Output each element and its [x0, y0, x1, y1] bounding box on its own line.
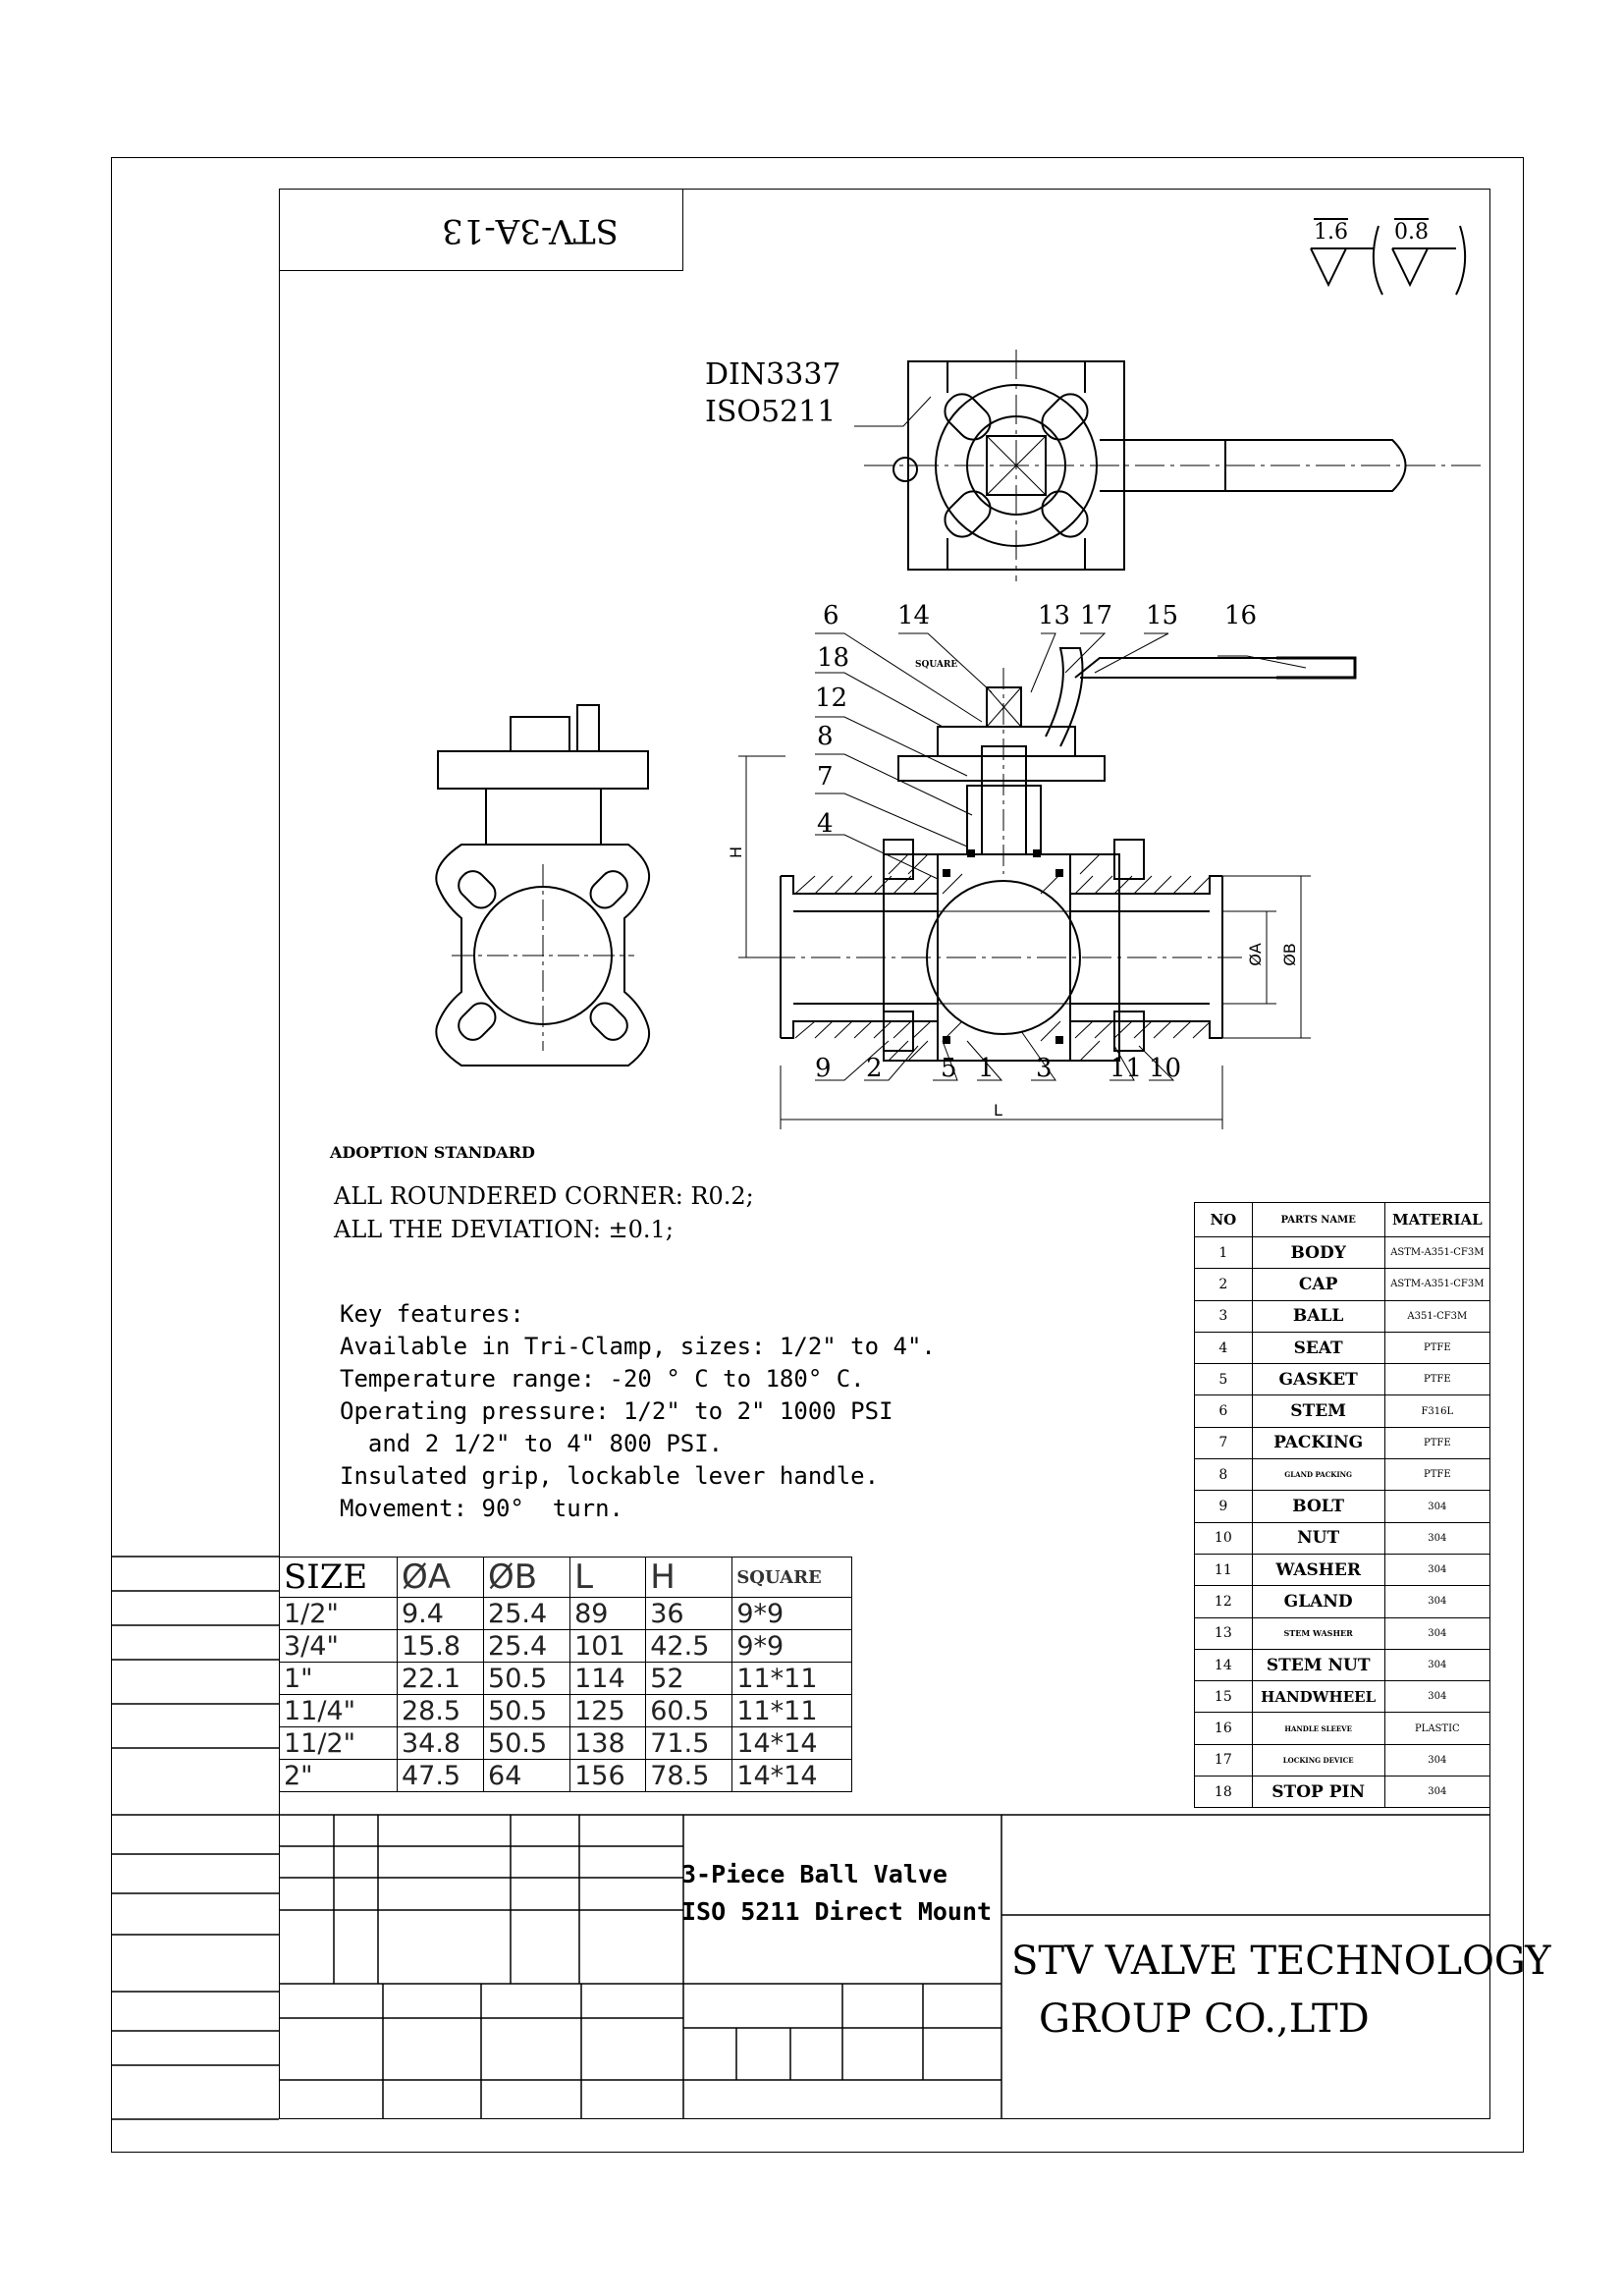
part-no: 8 — [1195, 1459, 1253, 1491]
dim-label-l: L — [994, 1101, 1002, 1120]
callout-3: 3 — [1036, 1054, 1053, 1083]
part-name: STOP PIN — [1252, 1777, 1384, 1808]
size-cell: 64 — [484, 1760, 570, 1792]
part-material: PTFE — [1384, 1332, 1489, 1363]
table-row — [1195, 1427, 1490, 1458]
callout-2: 2 — [866, 1054, 883, 1083]
part-name: GLAND — [1252, 1586, 1384, 1617]
size-header-l: L — [570, 1558, 646, 1598]
roughness-value-1: 1.6 — [1314, 220, 1348, 245]
part-material: F316L — [1384, 1395, 1489, 1427]
part-no: 18 — [1195, 1777, 1253, 1808]
key-features-line-2: Temperature range: -20 ° C to 180° C. — [340, 1365, 865, 1393]
table-row — [1195, 1681, 1490, 1713]
callout-4: 4 — [817, 809, 834, 839]
product-title-line-1: 3-Piece Ball Valve — [681, 1860, 947, 1888]
size-cell: 71.5 — [646, 1727, 732, 1760]
size-cell: 34.8 — [397, 1727, 483, 1760]
note-corner: ALL ROUNDERED CORNER: R0.2; — [334, 1182, 754, 1210]
table-row — [280, 1630, 852, 1663]
part-no: 13 — [1195, 1617, 1253, 1649]
table-row — [1195, 1554, 1490, 1585]
part-name: PACKING — [1252, 1427, 1384, 1458]
top-view-drawing — [854, 350, 1483, 581]
part-material: 304 — [1384, 1491, 1489, 1522]
table-row — [1195, 1713, 1490, 1744]
part-no: 4 — [1195, 1332, 1253, 1363]
size-cell: 42.5 — [646, 1630, 732, 1663]
table-row — [1195, 1491, 1490, 1522]
part-material: 304 — [1384, 1744, 1489, 1776]
callout-8: 8 — [817, 722, 834, 751]
parts-table-header — [1195, 1203, 1490, 1237]
part-name: BALL — [1252, 1300, 1384, 1332]
table-row — [1195, 1237, 1490, 1269]
part-name: HANDWHEEL — [1252, 1681, 1384, 1713]
part-name: SEAT — [1252, 1332, 1384, 1363]
size-header-h: H — [646, 1558, 732, 1598]
callout-15: 15 — [1146, 601, 1179, 630]
size-cell: 9*9 — [732, 1630, 852, 1663]
key-features-line-6: Movement: 90° turn. — [340, 1495, 623, 1522]
callout-18: 18 — [817, 643, 850, 673]
callout-14: 14 — [897, 601, 931, 630]
size-cell: 138 — [570, 1727, 646, 1760]
callout-11: 11 — [1109, 1054, 1143, 1083]
key-features-line-0: Key features: — [340, 1300, 524, 1328]
part-no: 5 — [1195, 1364, 1253, 1395]
part-material: PTFE — [1384, 1427, 1489, 1458]
key-features-line-4: and 2 1/2" to 4" 800 PSI. — [340, 1430, 724, 1457]
callout-5: 5 — [941, 1054, 957, 1083]
size-cell: 14*14 — [732, 1760, 852, 1792]
part-material: 304 — [1384, 1777, 1489, 1808]
size-cell: 11/4" — [280, 1695, 398, 1727]
part-name: CAP — [1252, 1269, 1384, 1300]
part-material: 304 — [1384, 1649, 1489, 1680]
part-name: HANDLE SLEEVE — [1252, 1713, 1384, 1744]
key-features-line-1: Available in Tri-Clamp, sizes: 1/2" to 4". — [340, 1333, 936, 1360]
parts-header-no: NO — [1195, 1203, 1253, 1237]
table-row — [1195, 1522, 1490, 1554]
parts-header-name: PARTS NAME — [1252, 1203, 1384, 1237]
size-cell: 50.5 — [484, 1727, 570, 1760]
table-row — [1195, 1744, 1490, 1776]
size-cell: 60.5 — [646, 1695, 732, 1727]
size-cell: 11*11 — [732, 1695, 852, 1727]
size-cell: 28.5 — [397, 1695, 483, 1727]
table-row — [1195, 1617, 1490, 1649]
part-material: A351-CF3M — [1384, 1300, 1489, 1332]
table-row — [1195, 1395, 1490, 1427]
part-material: PLASTIC — [1384, 1713, 1489, 1744]
part-no: 14 — [1195, 1649, 1253, 1680]
top-view-label-din: DIN3337 — [705, 357, 841, 392]
part-no: 7 — [1195, 1427, 1253, 1458]
size-cell: 50.5 — [484, 1663, 570, 1695]
part-no: 16 — [1195, 1713, 1253, 1744]
part-no: 6 — [1195, 1395, 1253, 1427]
part-no: 11 — [1195, 1554, 1253, 1585]
dim-label-a: ØA — [1245, 943, 1265, 966]
callout-17: 17 — [1080, 601, 1113, 630]
size-cell: 47.5 — [397, 1760, 483, 1792]
side-view-drawing — [436, 705, 649, 1066]
table-row — [1195, 1777, 1490, 1808]
company-line-1: STV VALVE TECHNOLOGY — [1011, 1939, 1551, 1984]
parts-table — [1194, 1202, 1490, 1808]
size-cell: 114 — [570, 1663, 646, 1695]
table-row — [1195, 1364, 1490, 1395]
part-material: PTFE — [1384, 1364, 1489, 1395]
part-name: BOLT — [1252, 1491, 1384, 1522]
size-cell: 25.4 — [484, 1598, 570, 1630]
size-cell: 3/4" — [280, 1630, 398, 1663]
part-no: 12 — [1195, 1586, 1253, 1617]
part-material: 304 — [1384, 1554, 1489, 1585]
size-table — [279, 1557, 852, 1792]
part-no: 9 — [1195, 1491, 1253, 1522]
part-material: ASTM-A351-CF3M — [1384, 1269, 1489, 1300]
part-name: LOCKING DEVICE — [1252, 1744, 1384, 1776]
size-header-size: SIZE — [280, 1558, 398, 1598]
size-cell: 1" — [280, 1663, 398, 1695]
size-cell: 11/2" — [280, 1727, 398, 1760]
part-material: 304 — [1384, 1522, 1489, 1554]
top-view-label-iso: ISO5211 — [705, 395, 837, 429]
size-cell: 52 — [646, 1663, 732, 1695]
callout-6: 6 — [823, 601, 839, 630]
table-row — [1195, 1300, 1490, 1332]
company-line-2: GROUP CO.,LTD — [1039, 1996, 1370, 2042]
table-row — [280, 1598, 852, 1630]
size-cell: 1/2" — [280, 1598, 398, 1630]
table-row — [280, 1695, 852, 1727]
part-no: 2 — [1195, 1269, 1253, 1300]
callout-10: 10 — [1149, 1054, 1182, 1083]
table-row — [280, 1760, 852, 1792]
size-cell: 14*14 — [732, 1727, 852, 1760]
callout-9: 9 — [815, 1054, 832, 1083]
size-header-square: SQUARE — [732, 1558, 852, 1598]
product-title-line-2: ISO 5211 Direct Mount — [681, 1897, 993, 1926]
parts-header-material: MATERIAL — [1384, 1203, 1489, 1237]
part-material: ASTM-A351-CF3M — [1384, 1237, 1489, 1269]
part-no: 15 — [1195, 1681, 1253, 1713]
part-name: NUT — [1252, 1522, 1384, 1554]
size-cell: 101 — [570, 1630, 646, 1663]
size-cell: 11*11 — [732, 1663, 852, 1695]
part-no: 10 — [1195, 1522, 1253, 1554]
size-header-b: ØB — [484, 1558, 570, 1598]
dim-label-b: ØB — [1279, 943, 1299, 966]
part-material: 304 — [1384, 1586, 1489, 1617]
part-name: STEM — [1252, 1395, 1384, 1427]
part-name: GASKET — [1252, 1364, 1384, 1395]
part-material: 304 — [1384, 1681, 1489, 1713]
size-cell: 78.5 — [646, 1760, 732, 1792]
part-material: PTFE — [1384, 1459, 1489, 1491]
dim-label-h: H — [727, 846, 746, 859]
callout-16: 16 — [1224, 601, 1258, 630]
size-table-header — [280, 1558, 852, 1598]
part-no: 17 — [1195, 1744, 1253, 1776]
size-cell: 9.4 — [397, 1598, 483, 1630]
part-material: 304 — [1384, 1617, 1489, 1649]
size-cell: 156 — [570, 1760, 646, 1792]
key-features-line-3: Operating pressure: 1/2" to 2" 1000 PSI — [340, 1397, 893, 1425]
adoption-standard-heading: ADOPTION STANDARD — [330, 1143, 535, 1162]
roughness-value-2: 0.8 — [1394, 220, 1429, 245]
table-row — [280, 1663, 852, 1695]
callout-7: 7 — [817, 762, 834, 792]
part-name: STEM NUT — [1252, 1649, 1384, 1680]
part-name: GLAND PACKING — [1252, 1459, 1384, 1491]
size-cell: 50.5 — [484, 1695, 570, 1727]
table-row — [1195, 1269, 1490, 1300]
drawing-number: STV-3A-13 — [442, 211, 619, 250]
size-cell: 22.1 — [397, 1663, 483, 1695]
roughness-symbol-icon — [1311, 226, 1465, 295]
note-deviation: ALL THE DEVIATION: ±0.1; — [334, 1216, 674, 1243]
size-cell: 36 — [646, 1598, 732, 1630]
part-no: 1 — [1195, 1237, 1253, 1269]
size-cell: 25.4 — [484, 1630, 570, 1663]
table-row — [1195, 1459, 1490, 1491]
callout-12: 12 — [815, 683, 848, 713]
size-cell: 9*9 — [732, 1598, 852, 1630]
part-name: BODY — [1252, 1237, 1384, 1269]
key-features-line-5: Insulated grip, lockable lever handle. — [340, 1462, 880, 1490]
square-label: SQUARE — [915, 660, 958, 670]
table-row — [1195, 1649, 1490, 1680]
callout-1: 1 — [978, 1054, 995, 1083]
table-row — [280, 1727, 852, 1760]
size-cell: 15.8 — [397, 1630, 483, 1663]
size-cell: 2" — [280, 1760, 398, 1792]
table-row — [1195, 1332, 1490, 1363]
part-no: 3 — [1195, 1300, 1253, 1332]
size-header-a: ØA — [397, 1558, 483, 1598]
callout-13: 13 — [1038, 601, 1071, 630]
part-name: WASHER — [1252, 1554, 1384, 1585]
size-cell: 89 — [570, 1598, 646, 1630]
part-name: STEM WASHER — [1252, 1617, 1384, 1649]
size-cell: 125 — [570, 1695, 646, 1727]
table-row — [1195, 1586, 1490, 1617]
